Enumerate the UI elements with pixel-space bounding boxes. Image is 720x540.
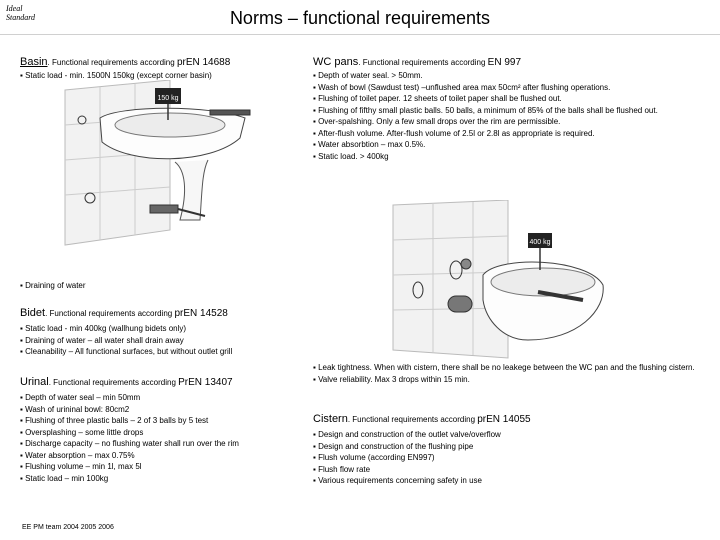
list-item: ▪ Depth of water seal. > 50mm. [313,70,705,82]
list-item: ▪ Various requirements concerning safety in use [313,475,708,487]
list-item: ▪ Discharge capacity – no flushing water shall run over the rim [20,438,310,450]
list-item: ▪ Static load – min 100kg [20,473,310,485]
basin-illustration [60,80,260,250]
wc-load-label: 400 kg [529,239,551,246]
basin-load-label: 150 kg [157,95,179,102]
basin-after-image-requirements [20,280,300,292]
list-item: ▪ Static load - min 400kg (wallhung bidets only) [20,323,310,335]
cistern-name: Cistern [313,413,348,425]
list-item: ▪ Static load. > 400kg [313,151,705,163]
wc-standard: EN 997 [487,57,522,68]
list-item: ▪ Wash of bowl (Sawdust test) –unflushed area max 50cm² after flushing operations. [313,82,705,94]
wc-lower-requirements [313,362,708,385]
basin-standard: prEN 14688 [176,57,231,68]
cistern-standard: prEN 14055 [477,414,531,425]
list-item: ▪ Depth of water seal – min 50mm [20,392,310,404]
list-item: ▪ Water absorbtion – max 0.5%. [313,139,705,151]
bidet-intro: . Functional requirements according [45,309,175,318]
urinal-name: Urinal [20,376,49,388]
urinal-intro: . Functional requirements according [48,378,179,387]
list-item: ▪ Valve reliability. Max 3 drops within 15 min. [313,374,708,386]
list-item: ▪ Over-spalshing. Only a few small drops over the rim are permissible. [313,116,705,128]
wc-intro: . Functional requirements according [358,58,488,67]
list-item: ▪ Water absorption – max 0.75% [20,450,310,462]
list-item: ▪ Design and construction of the flushing pipe [313,441,708,453]
page-title: Norms – functional requirements [229,8,491,28]
footer-text: EE PM team 2004 2005 2006 [22,524,114,531]
list-item: ▪ Flushing of three plastic balls – 2 of 3 balls by 5 test [20,415,310,427]
list-item: ▪ Flushing volume – min 1l, max 5l [20,461,310,473]
bidet-requirements [20,323,310,358]
wc-heading [313,56,521,68]
list-item: ▪ Flushing of toilet paper. 12 sheets of toilet paper shall be flushed out. [313,93,705,105]
basin-heading [20,56,230,68]
list-item: ▪ Static load - min. 1500N 150kg (except corner basin) [20,70,300,82]
list-item: ▪ Draining of water – all water shall drain away [20,335,310,347]
list-item: ▪ Wash of urininal bowl: 80cm2 [20,404,310,416]
basin-name: Basin [20,56,48,68]
list-item: ▪ Oversplashing – some little drops [20,427,310,439]
list-item: ▪ Flushing of fifthy small plastic balls. 50 balls, a minimum of 85% of the balls shall be flushed out. [313,105,705,117]
bidet-standard: prEN 14528 [174,308,228,319]
list-item: ▪ Design and construction of the outlet valve/overflow [313,429,708,441]
wc-pan-illustration [388,200,610,360]
cistern-heading [313,413,531,425]
urinal-standard: PrEN 13407 [178,377,233,388]
bidet-heading [20,307,228,319]
urinal-heading [20,376,233,388]
list-item: ▪ Cleanability – All functional surfaces, but without outlet grill [20,346,310,358]
basin-intro: . Functional requirements according [47,58,177,67]
bidet-name: Bidet [20,307,46,319]
list-item: ▪ Flush flow rate [313,464,708,476]
wc-name: WC pans [313,56,359,68]
ideal-standard-logo: Ideal Standard [6,4,36,22]
list-item: ▪ After-flush volume. After-flush volume of 2.5l or 2.8l as appropriate is required. [313,128,705,140]
cistern-requirements [313,429,708,487]
cistern-intro: . Functional requirements according [347,415,478,424]
list-item: ▪ Draining of water [20,280,300,292]
list-item: ▪ Flush volume (according EN997) [313,452,708,464]
wc-requirements [313,70,705,162]
list-item: ▪ Leak tightness. When with cistern, there shall be no leakege between the WC pan and the flushing cistern. [313,362,708,374]
urinal-requirements [20,392,310,484]
